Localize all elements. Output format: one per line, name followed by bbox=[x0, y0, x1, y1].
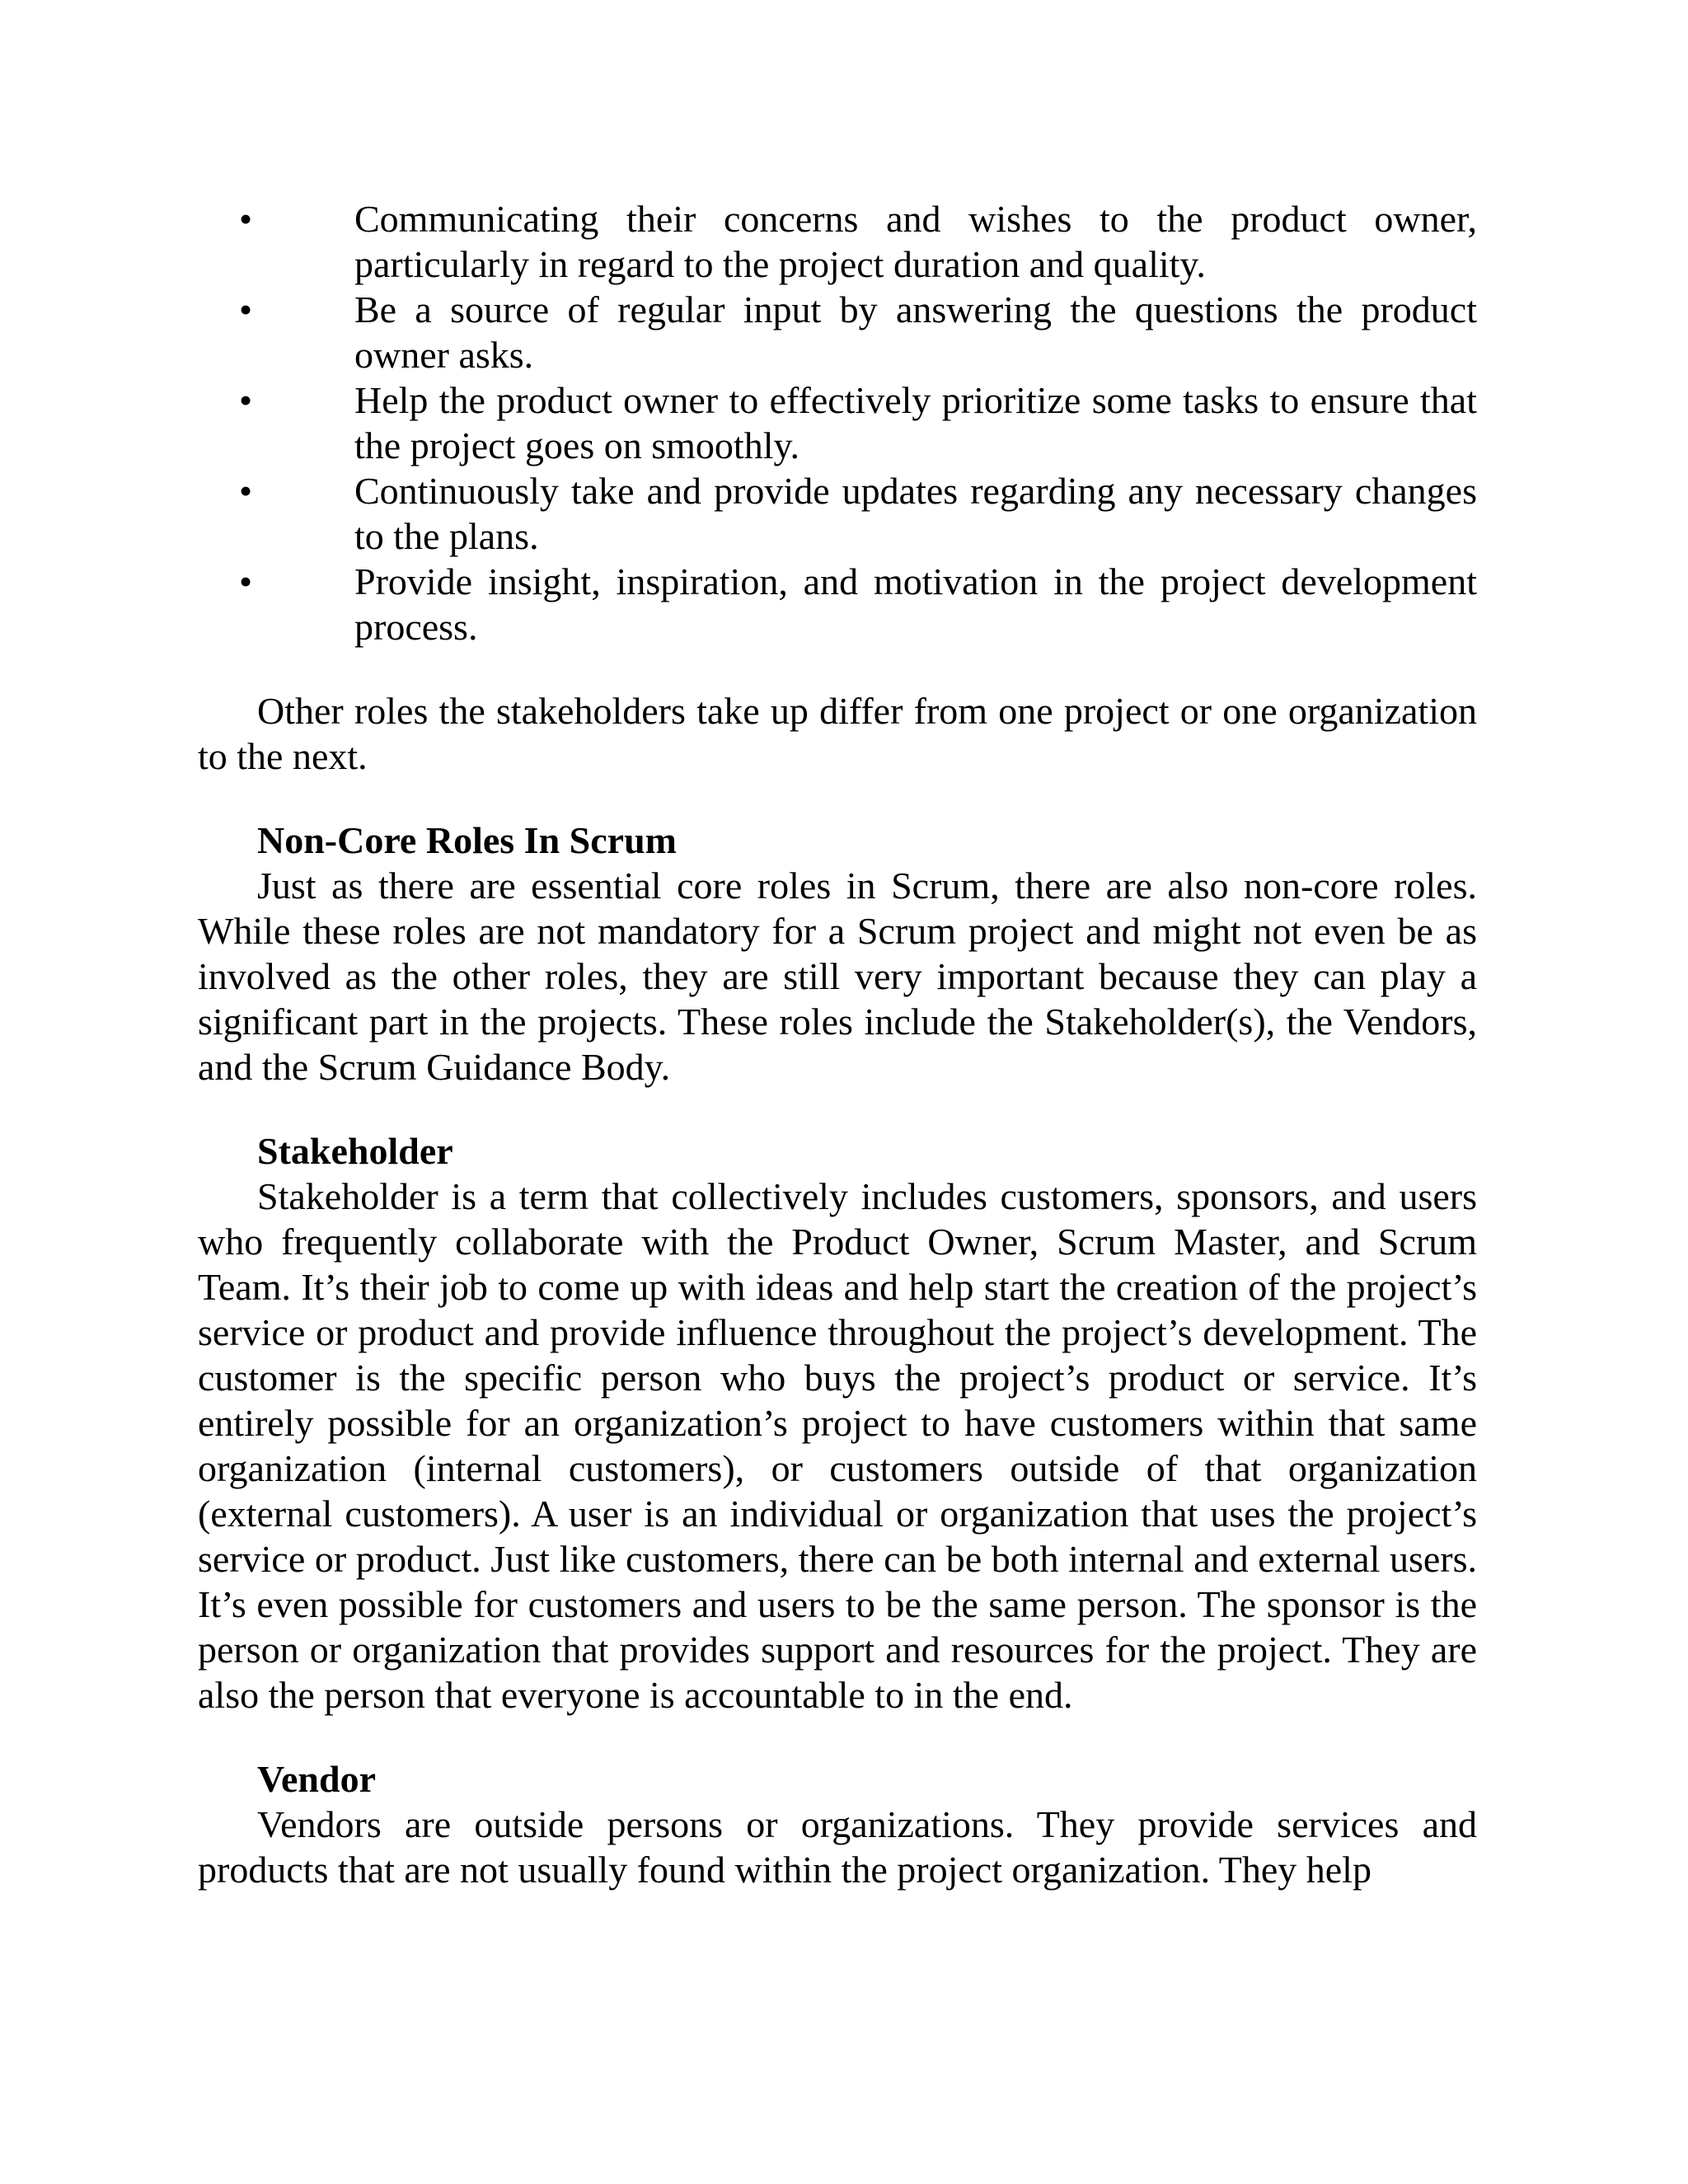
list-item bbox=[198, 468, 1477, 559]
list-item bbox=[198, 196, 1477, 287]
list-item-text: Communicating their concerns and wishes to the product owner, particularly in regard to the project duration and quality. bbox=[354, 198, 1477, 285]
section-body-stakeholder: Stakeholder is a term that collectively includes customers, sponsors, and users who frequently collaborate with the Product Owner, Scrum Master, and Scrum Team. It’s their job to come up with ideas and help start the creation of the project’s service or product and provide influence throughout the project’s development. The customer is the specific person who buys the project’s product or service. It’s entirely possible for an organization’s project to have customers within that same organization (internal customers), or customers outside of that organization (external customers). A user is an individual or organization that uses the project’s service or product. Just like customers, there can be both internal and external users. It’s even possible for customers and users to be the same person. The sponsor is the person or organization that provides support and resources for the project. They are also the person that everyone is accountable to in the end. bbox=[198, 1175, 1477, 1716]
bullet-icon: • bbox=[239, 560, 253, 602]
intro-paragraph: Other roles the stakeholders take up differ from one project or one organization to the next. bbox=[198, 690, 1477, 777]
section-heading-vendor: Vendor bbox=[257, 1758, 376, 1800]
section-body-vendor: Vendors are outside persons or organizations. They provide services and products that are not usually found within the project organization. They help bbox=[198, 1803, 1477, 1891]
bullet-icon: • bbox=[239, 288, 253, 330]
list-item bbox=[198, 287, 1477, 377]
bullet-icon: • bbox=[239, 379, 253, 421]
list-item-text: Continuously take and provide updates regarding any necessary changes to the plans. bbox=[354, 470, 1477, 557]
section-body-non-core-roles: Just as there are essential core roles in Scrum, there are also non-core roles. While these roles are not mandatory for a Scrum project and might not even be as involved as the other roles, they are still very important because they can play a significant part in the projects. These roles include the Stakeholder(s), the Vendors, and the Scrum Guidance Body. bbox=[198, 865, 1477, 1088]
section-heading-non-core-roles: Non-Core Roles In Scrum bbox=[257, 819, 677, 861]
stakeholder-duties-list bbox=[198, 196, 1477, 649]
list-item bbox=[198, 559, 1477, 649]
list-item-text: Help the product owner to effectively prioritize some tasks to ensure that the project goes on smoothly. bbox=[354, 379, 1477, 466]
list-item-text: Be a source of regular input by answering the questions the product owner asks. bbox=[354, 288, 1477, 376]
document-page bbox=[198, 196, 1477, 1892]
list-item-text: Provide insight, inspiration, and motivation in the project development process. bbox=[354, 560, 1477, 648]
bullet-icon: • bbox=[239, 198, 253, 240]
bullet-icon: • bbox=[239, 470, 253, 512]
list-item bbox=[198, 377, 1477, 468]
section-heading-stakeholder: Stakeholder bbox=[257, 1130, 453, 1172]
